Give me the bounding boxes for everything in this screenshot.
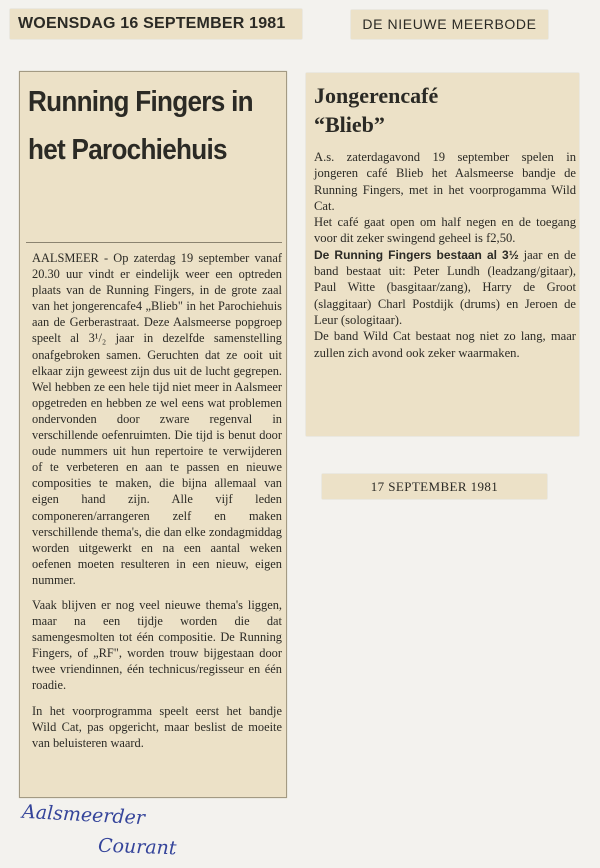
article-paragraph: In het voorprogramma speelt eerst het bandje Wild Cat, pas opgericht, maar beslist de moeite van beluisteren waard. [32,703,282,750]
article-body [314,149,576,361]
clipping-date-label [322,474,547,499]
article-paragraph [314,247,576,328]
date-text: 17 SEPTEMBER 1981 [370,479,499,494]
headline-divider [26,242,282,243]
article-body [32,250,282,760]
newspaper-date-label [10,9,302,39]
article-paragraph: Vaak blijven er nog veel nieuwe thema's liggen, maar na een tijdje worden die dat samengesmolten tot één compositie. De Running Fingers, of „RF", worden trouw bijgestaan door twee vriendinnen, één technicus/regisseur en één roadie. [32,597,282,693]
article-paragraph: Het café gaat open om half negen en de toegang voor dit zeker swingend geheel is f2,50. [314,215,576,246]
article-running-fingers [19,71,287,798]
paragraph-text: jaar en de band bestaat uit: Peter Lundh (leadzang/gitaar), Paul Witte (basgitaar/zang), Harry de Groot (slaggitaar) Charl Postdijk (drums) en Jeroen de Leur (sologitaar). [314,247,576,327]
newspaper-name-label [351,10,548,39]
date-text: WOENSDAG 16 SEPTEMBER 1981 [18,15,286,32]
handwritten-line: Aalsmeerder [21,800,146,830]
article-jongerencafe-blieb [306,73,579,436]
bold-lead-text: De Running Fingers bestaan al 3½ [314,247,519,262]
article-headline: Running Fingers in het Parochiehuis [28,86,253,166]
article-paragraph: A.s. zaterdagavond 19 september spelen in jongeren café Blieb het Aalsmeerse bandje de Running Fingers, met in het voorprogamma Wild Cat. [314,150,576,213]
article-paragraph: De band Wild Cat bestaat nog niet zo lang, maar zullen zich avond ook zeker waarmaken. [314,329,576,360]
article-paragraph: AALSMEER - Op zaterdag 19 september vanaf 20.30 uur vindt er eindelijk weer een optreden plaats van de Running Fingers, in de grote zaal van het jongerencafe4 „Blieb" in het Parochiehuis aan de Gerberastraat. Deze Aalsmeerse popgroep speelt al 3¹/₂ jaar in dezelfde samenstelling onafgebroken samen. Geruchten dat ze ooit uit elkaar zijn geweest zijn dus uit de lucht gegrepen. Wel hebben ze een hele tijd niet meer in Aalsmeer opgetreden en hebben ze wel eens wat problemen ondervonden door zware regenval in verschillende oefenruimten. Die tijd is benut door oude nummers uit hun repertoire te verwijderen of te verbeteren en aan te passen en nieuwe composities te maken, die bijna allemaal van eigen hand zijn. Alle vijf leden componeren/arrangeren zelf en maken verschillende thema's, die dan elke zondagmiddag worden uitgewerkt en na een aantal weken oefenen moeten resulteren in een nieuw, eigen nummer. [32,251,282,587]
paper-name-text: DE NIEUWE MEERBODE [362,16,537,32]
article-headline: Jongerencafé “Blieb” [314,83,439,137]
handwritten-source-note [20,800,210,866]
handwritten-line: Courant [97,834,177,860]
